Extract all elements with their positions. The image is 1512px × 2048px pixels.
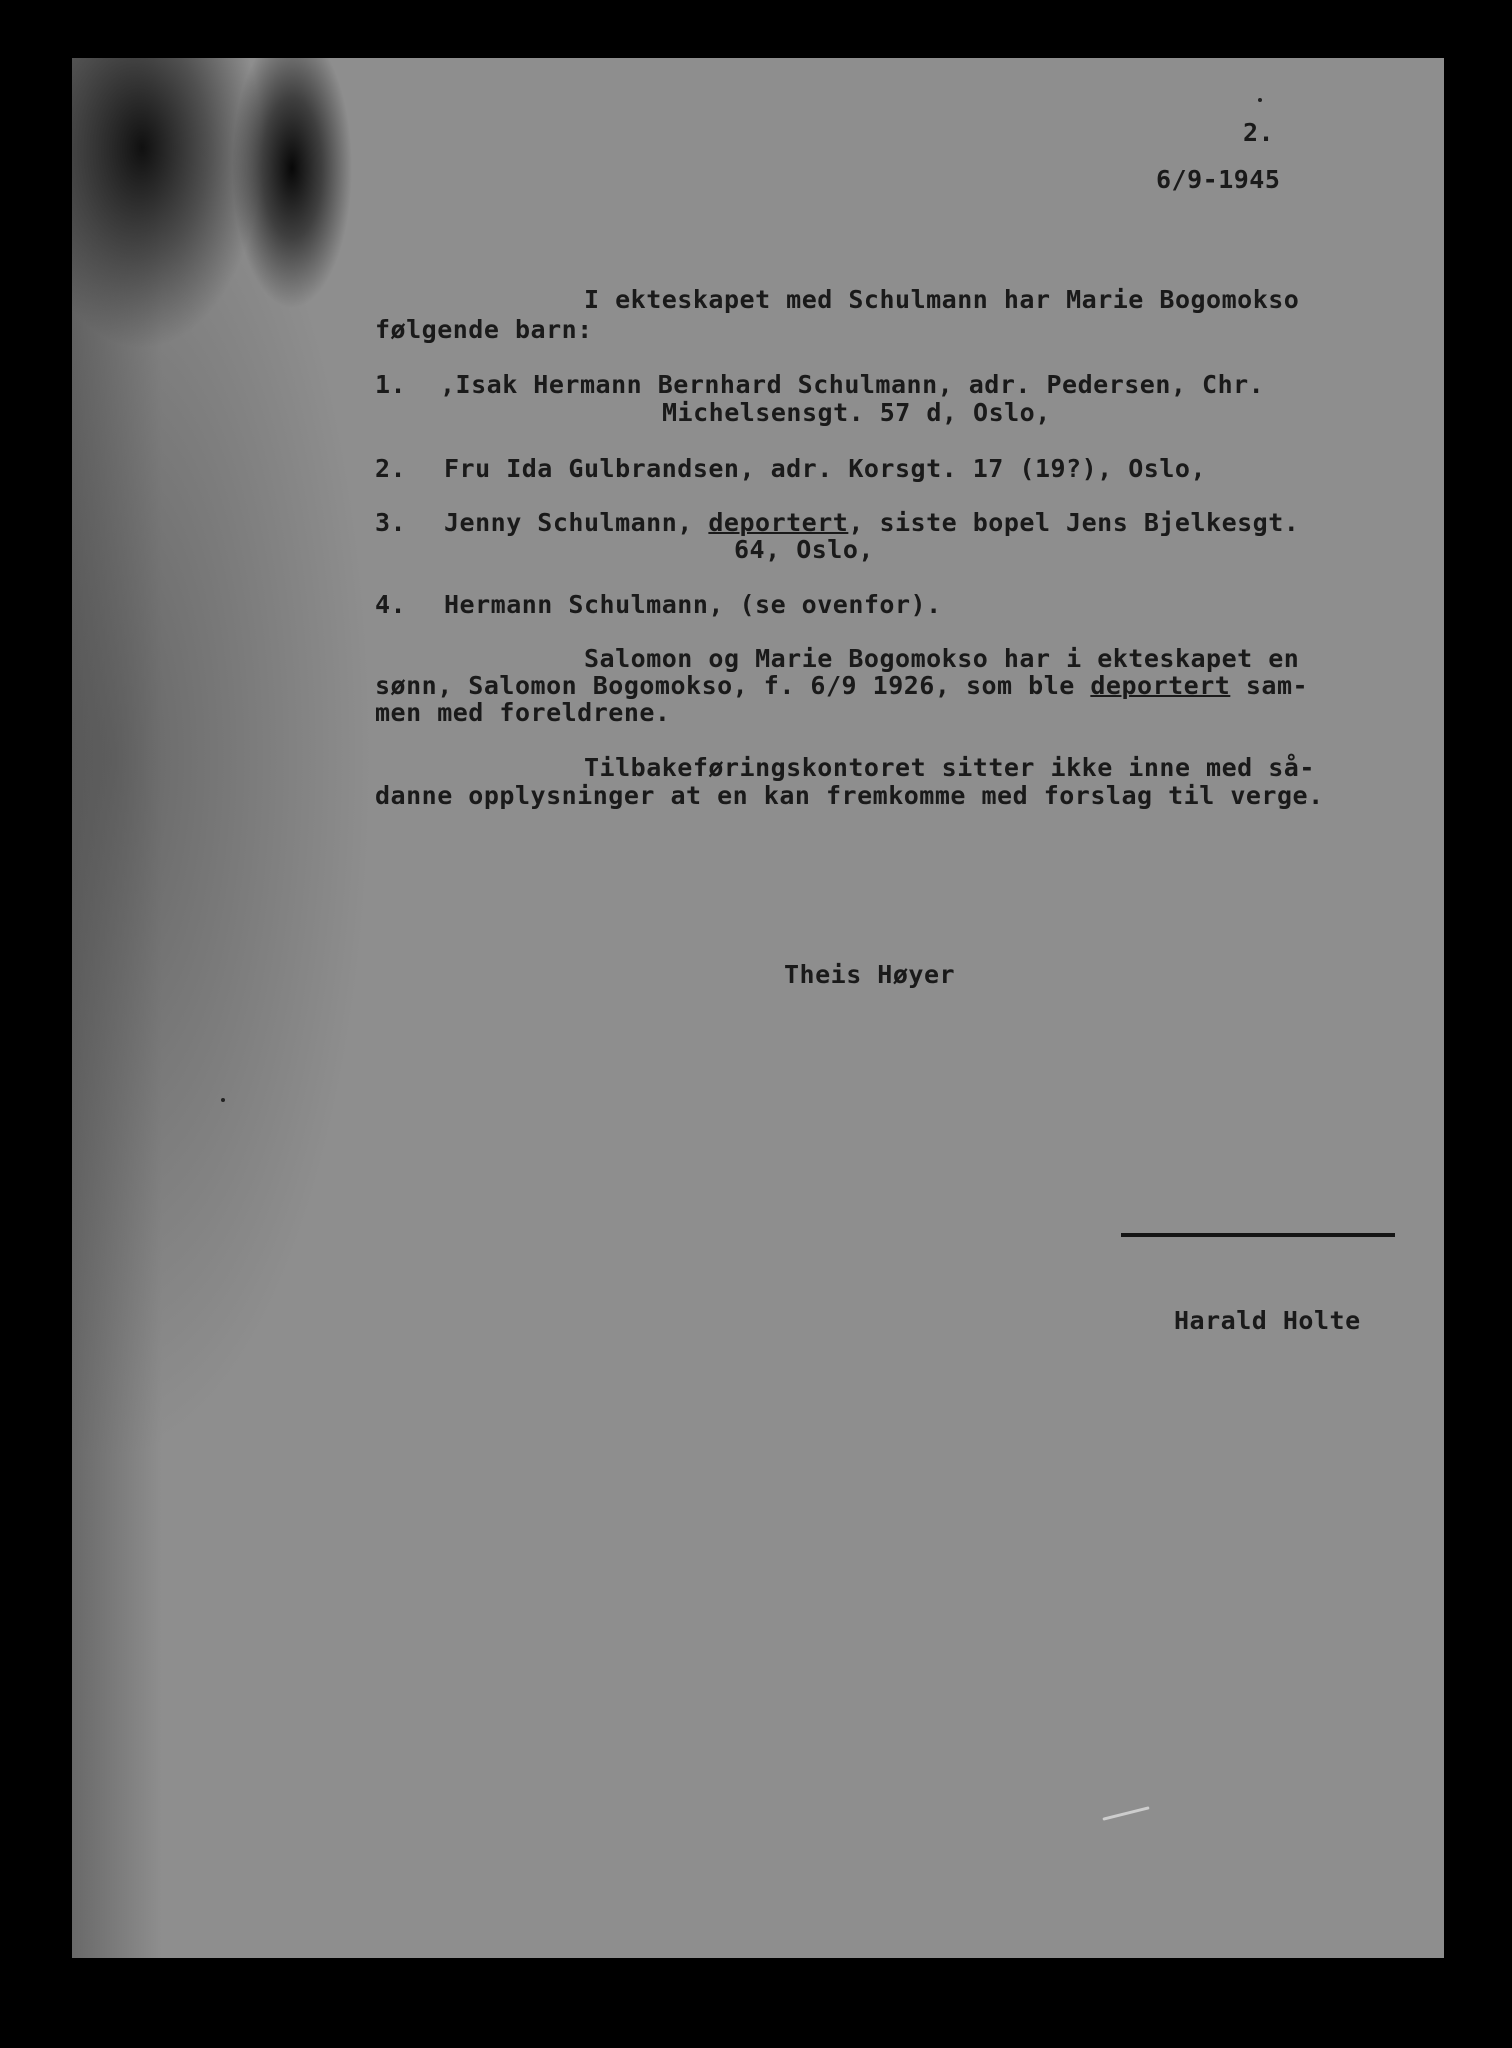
child-3-line-1 bbox=[444, 510, 1299, 535]
list-number-1: 1. bbox=[375, 370, 407, 399]
para-2-line-1: Salomon og Marie Bogomokso har i ekteskapet en bbox=[584, 644, 1300, 673]
signature-line bbox=[1121, 1233, 1395, 1237]
child-1-line-2: Michelsensgt. 57 d, Oslo, bbox=[662, 398, 1051, 427]
para-3-line-1: Tilbakeføringskontoret sitter ikke inne med så- bbox=[584, 753, 1315, 782]
intro-line-2: følgende barn: bbox=[375, 315, 593, 344]
para-2-line-2: sønn, Salomon Bogomokso, f. 6/9 1926, som ble deportert sam- bbox=[375, 671, 1309, 700]
child-4-line-1: Hermann Schulmann, (se ovenfor). bbox=[444, 590, 942, 619]
paper-speck bbox=[1258, 98, 1262, 102]
child-3-status: deportert bbox=[708, 508, 849, 537]
list-number-4: 4. bbox=[375, 590, 407, 619]
child-3-address: , siste bopel Jens Bjelkesgt. bbox=[848, 508, 1300, 537]
list-number-2: 2. bbox=[375, 454, 407, 483]
child-2-line-1: Fru Ida Gulbrandsen, adr. Korsgt. 17 (19?), Oslo, bbox=[444, 454, 1207, 483]
list-number-3: 3. bbox=[375, 508, 407, 537]
child-3-name: Jenny Schulmann, bbox=[444, 508, 709, 537]
child-1-line-1: ,Isak Hermann Bernhard Schulmann, adr. Pedersen, Chr. bbox=[440, 370, 1265, 399]
signature-name-1: Theis Høyer bbox=[784, 960, 956, 989]
deportert-underlined: deportert bbox=[1090, 671, 1231, 700]
para-2-line-3: men med foreldrene. bbox=[375, 698, 671, 727]
signature-name-2: Harald Holte bbox=[1174, 1306, 1361, 1335]
child-3-line-2: 64, Oslo, bbox=[734, 535, 874, 564]
intro-line-1: I ekteskapet med Schulmann har Marie Bogomokso bbox=[584, 285, 1300, 314]
paper-speck bbox=[221, 1098, 225, 1102]
document-page bbox=[72, 58, 1444, 1958]
para-3-line-2: danne opplysninger at en kan fremkomme med forslag til verge. bbox=[375, 781, 1324, 810]
page-number: 2. bbox=[1243, 118, 1275, 147]
document-date: 6/9-1945 bbox=[1156, 165, 1281, 194]
